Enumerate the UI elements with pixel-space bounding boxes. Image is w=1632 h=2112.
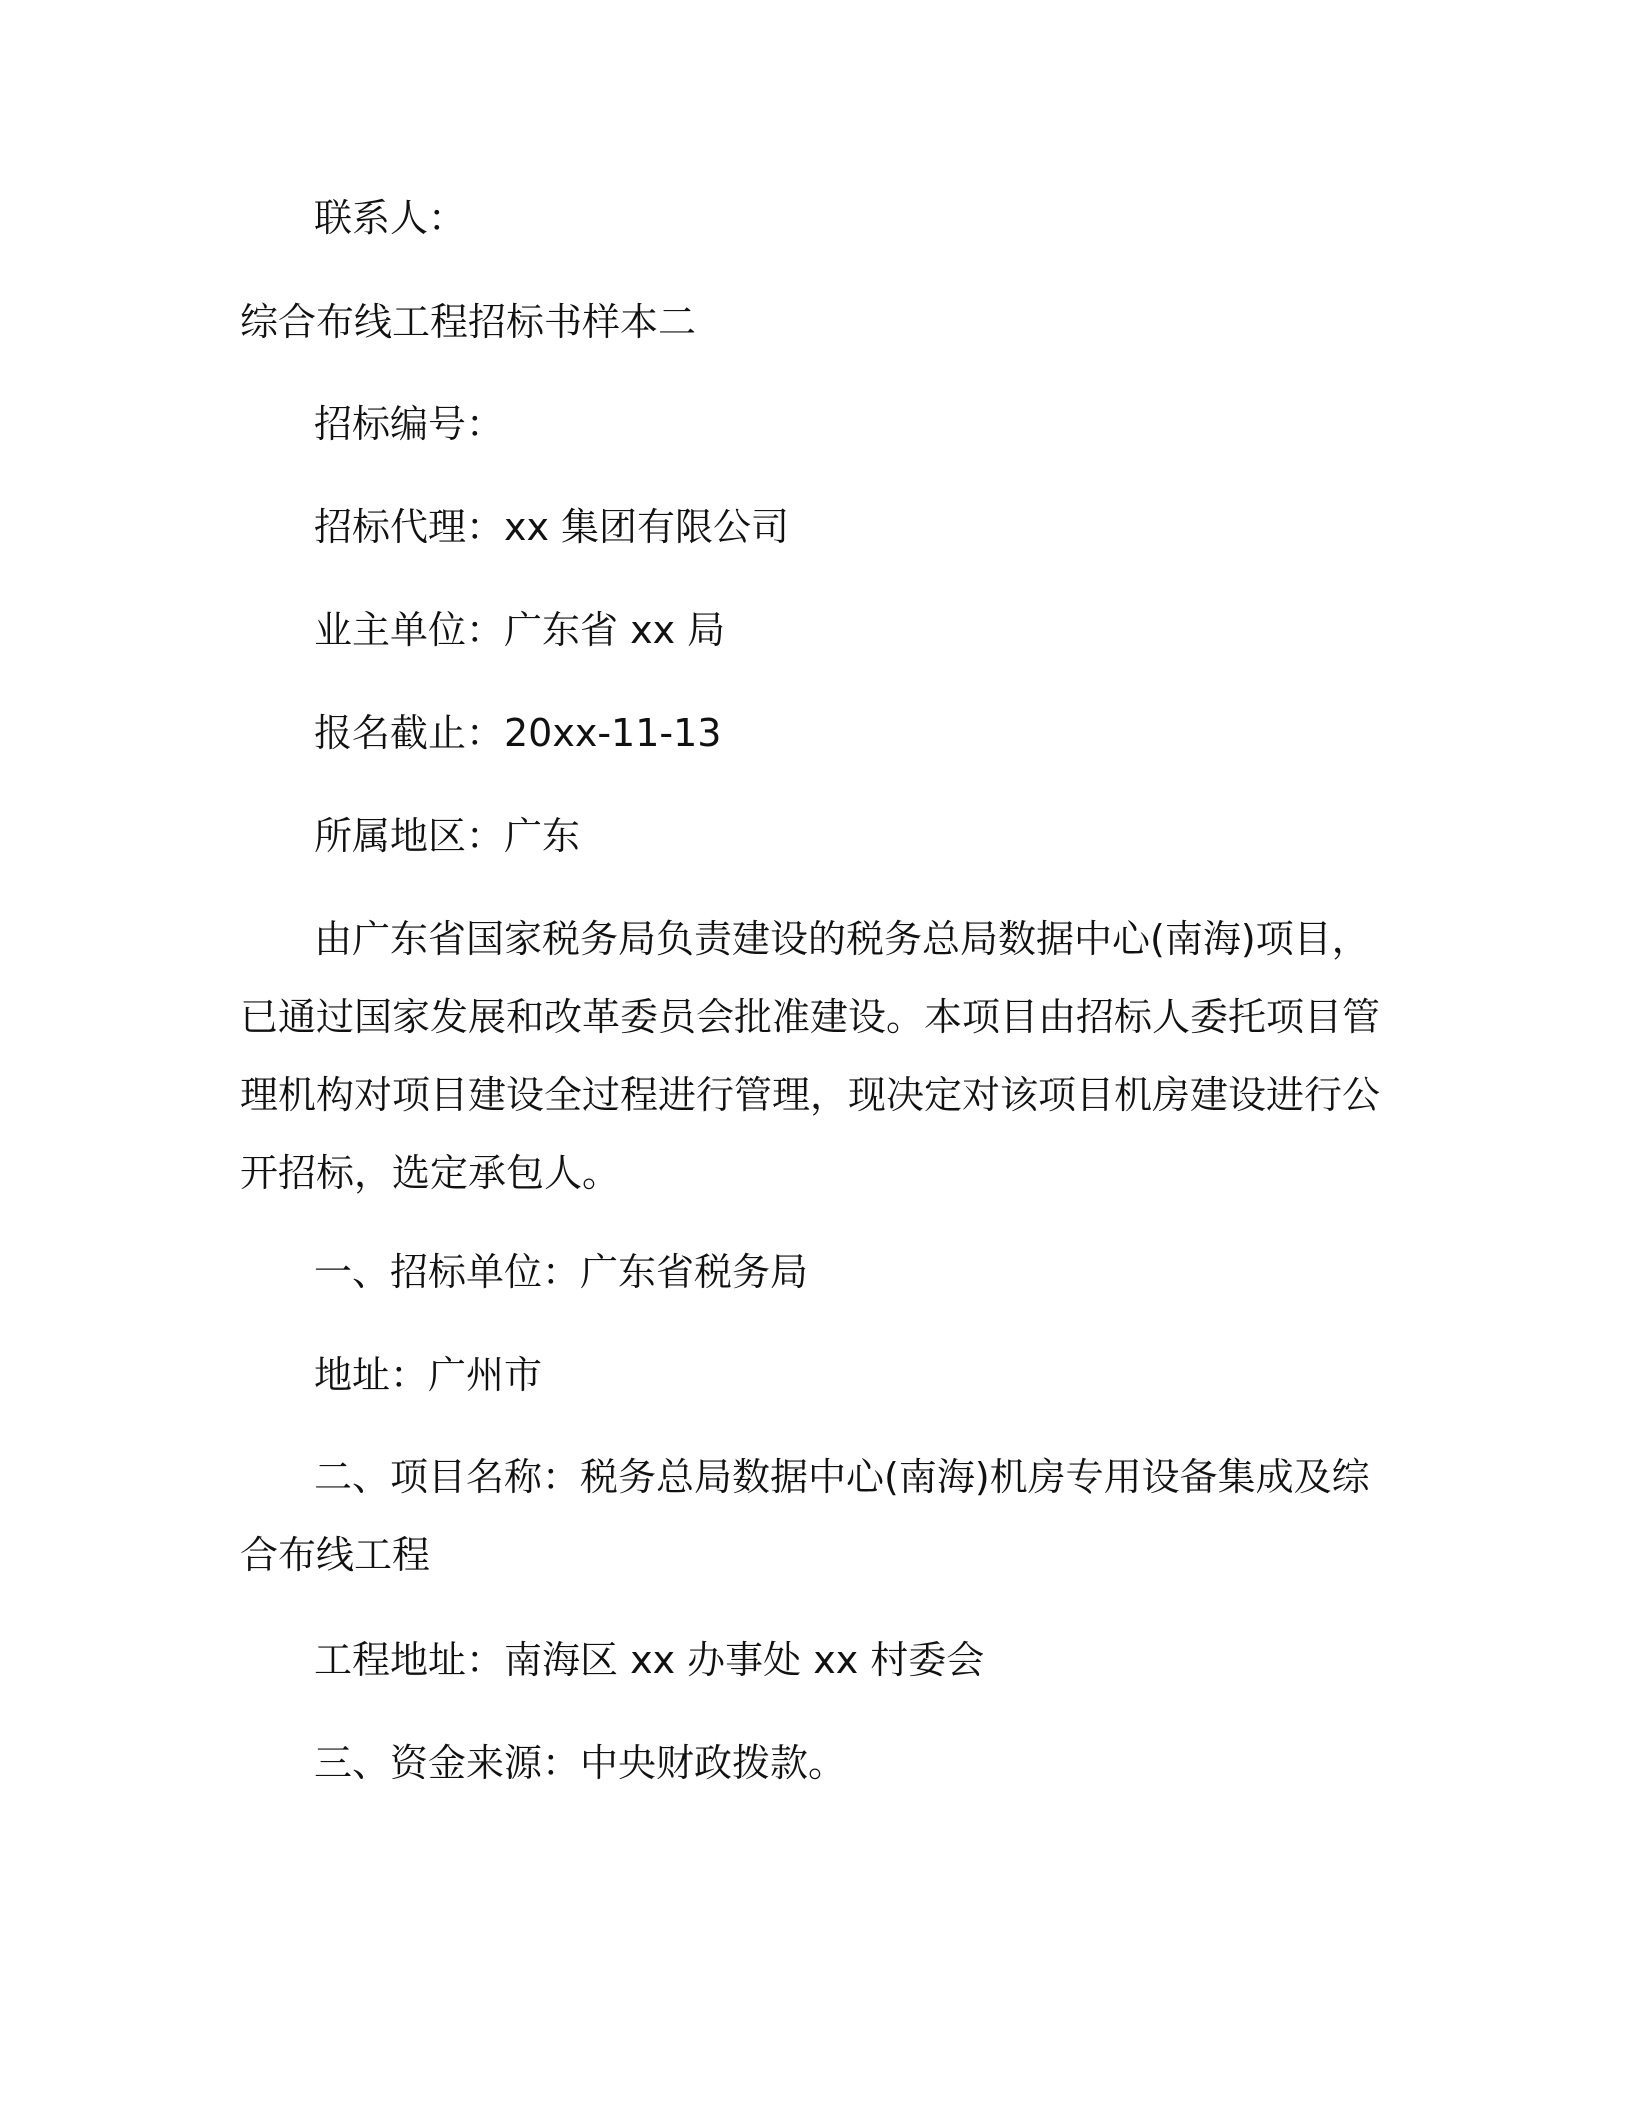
address: 地址：广州市: [314, 1353, 543, 1397]
region: 所属地区：广东: [314, 814, 581, 858]
bid-agent: 招标代理：xx 集团有限公司: [314, 505, 790, 549]
section-3-funding-source: 三、资金来源：中央财政拨款。: [314, 1741, 847, 1785]
registration-deadline: 报名截止：20xx-11-13: [314, 711, 722, 755]
section-2-project-name: 二、项目名称：税务总局数据中心(南海)机房专用设备集成及综合布线工程: [240, 1455, 1370, 1577]
section-1-bidding-unit: 一、招标单位：广东省税务局: [314, 1250, 809, 1294]
document-title: 综合布线工程招标书样本二: [240, 300, 697, 344]
owner-unit: 业主单位：广东省 xx 局: [314, 608, 726, 652]
intro-paragraph: 由广东省国家税务局负责建设的税务总局数据中心(南海)项目，已通过国家发展和改革委员会批准建设。本项目由招标人委托项目管理机构对项目建设全过程进行管理，现决定对该项目机房建设进行公开招标，选定承包人。: [240, 917, 1381, 1195]
contact-label: 联系人：: [314, 196, 467, 240]
project-address: 工程地址：南海区 xx 办事处 xx 村委会: [314, 1638, 985, 1682]
bid-number-label: 招标编号：: [314, 402, 505, 446]
